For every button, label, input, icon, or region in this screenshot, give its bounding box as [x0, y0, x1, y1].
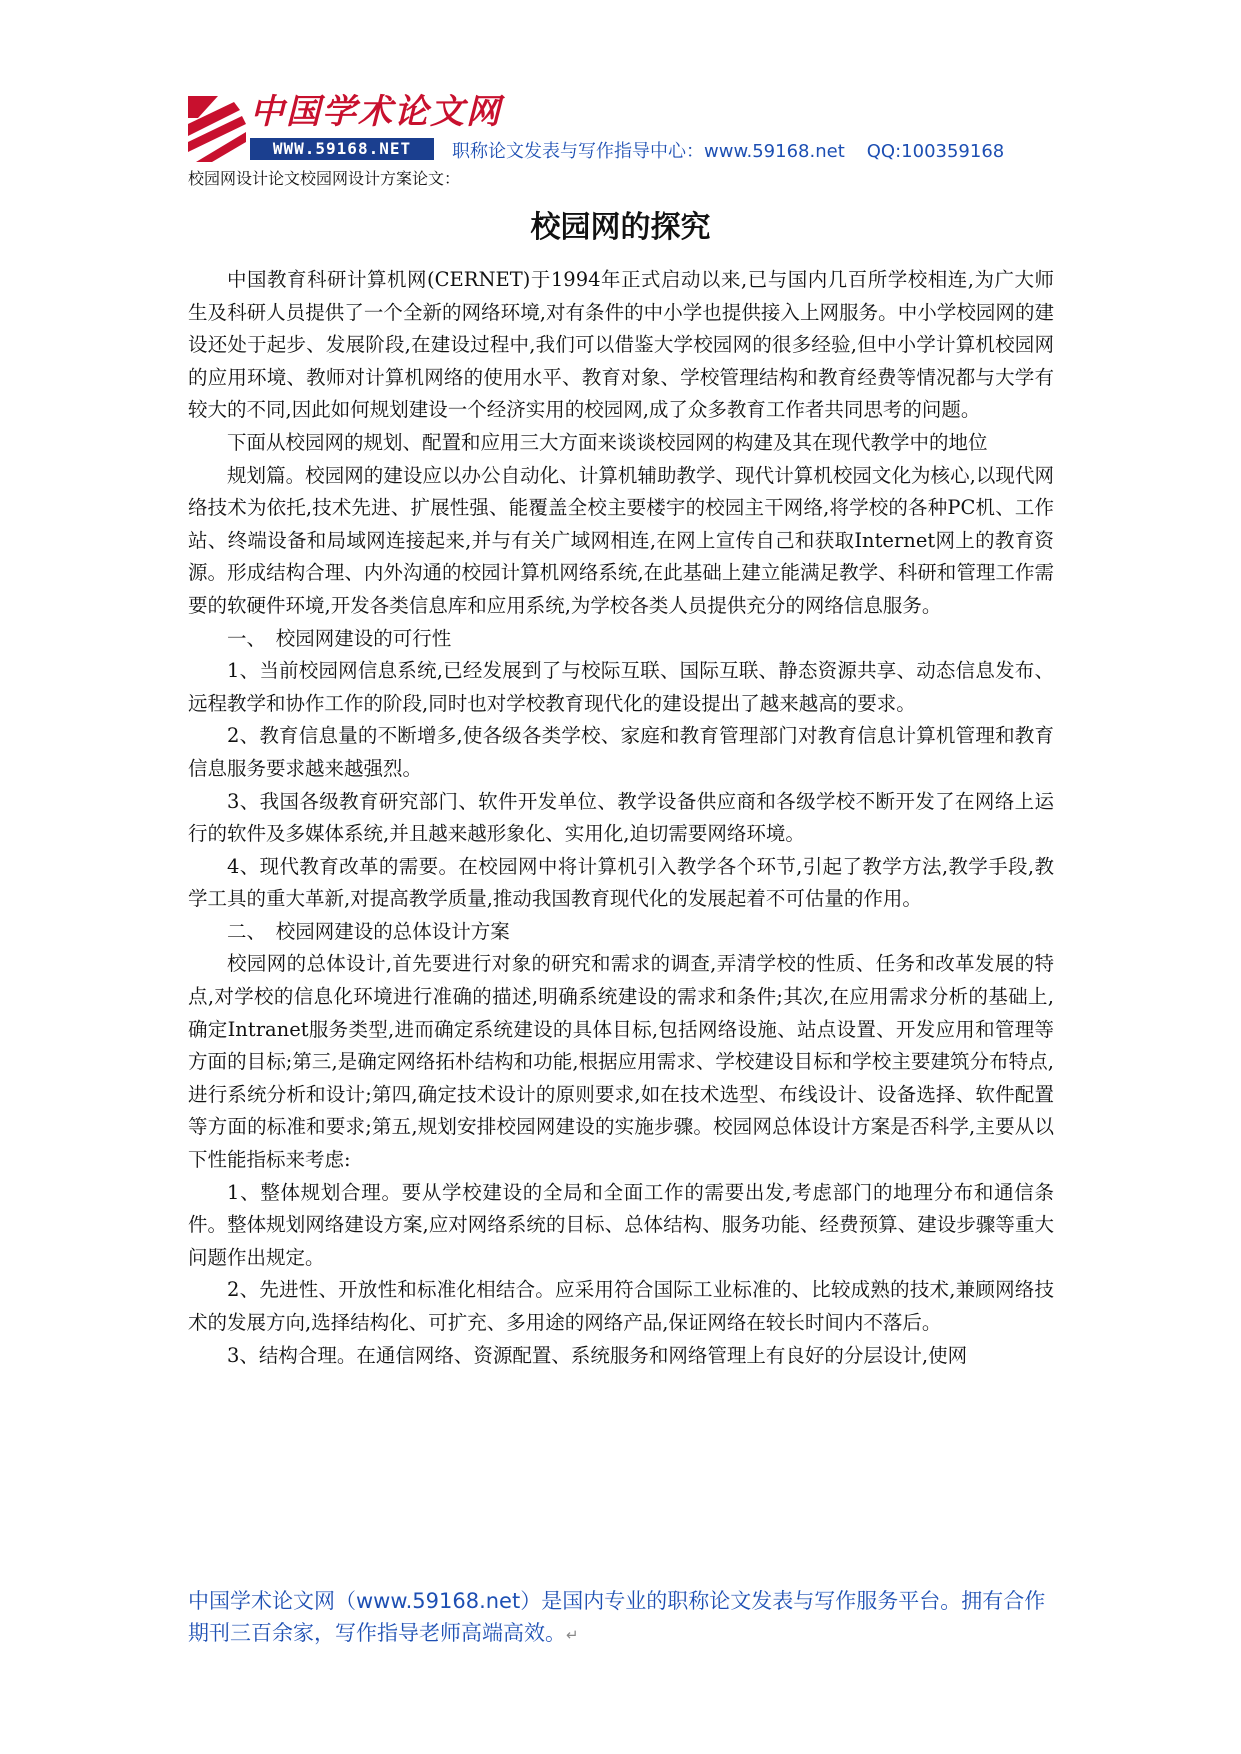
document-body	[188, 264, 1054, 1372]
footer-advertisement	[188, 1585, 1058, 1651]
logo-title: 中国学术论文网	[250, 92, 502, 132]
paragraph: 中国教育科研计算机网(CERNET)于1994年正式启动以来,已与国内几百所学校相连,为广大师生及科研人员提供了一个全新的网络环境,对有条件的中小学也提供接入上网服务。中小学校园网的建设还处于起步、发展阶段,在建设过程中,我们可以借鉴大学校园网的很多经验,但中小学计算机校园网的应用环境、教师对计算机网络的使用水平、教育对象、学校管理结构和教育经费等情况都与大学有较大的不同,因此如何规划建设一个经济实用的校园网,成了众多教育工作者共同思考的问题。	[188, 268, 1054, 422]
header-slogan	[452, 140, 1004, 164]
list-item: 4、现代教育改革的需要。在校园网中将计算机引入教学各个环节,引起了教学方法,教学手段,教学工具的重大革新,对提高教学质量,推动我国教育现代化的发展起着不可估量的作用。	[188, 854, 1054, 911]
paragraph: 校园网的总体设计,首先要进行对象的研究和需求的调查,弄清学校的性质、任务和改革发展的特点,对学校的信息化环境进行准确的描述,明确系统建设的需求和条件;其次,在应用需求分析的基础上,确定Intranet服务类型,进而确定系统建设的具体目标,包括网络设施、站点设置、开发应用和管理等方面的目标;第三,是确定网络拓朴结构和功能,根据应用需求、学校建设目标和学校主要建筑分布特点,进行系统分析和设计;第四,确定技术设计的原则要求,如在技术选型、布线设计、设备选择、软件配置等方面的标准和要求;第五,规划安排校园网建设的实施步骤。校园网总体设计方案是否科学,主要从以下性能指标来考虑:	[188, 952, 1054, 1172]
list-item: 3、结构合理。在通信网络、资源配置、系统服务和网络管理上有良好的分层设计,使网	[227, 1343, 968, 1367]
list-item: 1、整体规划合理。要从学校建设的全局和全面工作的需要出发,考虑部门的地理分布和通信条件。整体规划网络建设方案,应对网络系统的目标、总体结构、服务功能、经费预算、建设步骤等重大问题作出规定。	[188, 1180, 1054, 1269]
footer-ad-text[interactable]: 中国学术论文网（www.59168.net）是国内专业的职称论文发表与写作服务平台。拥有合作期刊三百余家，写作指导老师高端高效。	[188, 1589, 1046, 1645]
list-item: 1、当前校园网信息系统,已经发展到了与校际互联、国际互联、静态资源共享、动态信息发布、远程教学和协作工作的阶段,同时也对学校教育现代化的建设提出了越来越高的要求。	[188, 659, 1054, 715]
page-header	[188, 88, 1088, 168]
paragraph-mark-icon: ↵	[566, 1626, 579, 1644]
section-heading: 一、 校园网建设的可行性	[227, 626, 452, 650]
section-heading: 二、 校园网建设的总体设计方案	[227, 919, 510, 943]
logo-stripes-icon	[188, 88, 246, 162]
qq-contact: QQ:100359168	[866, 141, 1005, 162]
document-title: 校园网的探究	[530, 210, 711, 245]
paragraph: 规划篇。校园网的建设应以办公自动化、计算机辅助教学、现代计算机校园文化为核心,以现代网络技术为依托,技术先进、扩展性强、能覆盖全校主要楼宇的校园主干网络,将学校的各种PC机、工作站、终端设备和局域网连接起来,并与有关广域网相连,在网上宣传自己和获取Internet网上的教育资源。形成结构合理、内外沟通的校园计算机网络系统,在此基础上建立能满足教学、科研和管理工作需要的软硬件环境,开发各类信息库和应用系统,为学校各类人员提供充分的网络信息服务。	[188, 463, 1054, 617]
list-item: 2、先进性、开放性和标准化相结合。应采用符合国际工业标准的、比较成熟的技术,兼顾网络技术的发展方向,选择结构化、可扩充、多用途的网络产品,保证网络在较长时间内不落后。	[188, 1278, 1054, 1334]
list-item: 3、我国各级教育研究部门、软件开发单位、教学设备供应商和各级学校不断开发了在网络上运行的软件及多媒体系统,并且越来越形象化、实用化,迫切需要网络环境。	[188, 789, 1054, 846]
paragraph: 下面从校园网的规划、配置和应用三大方面来谈谈校园网的构建及其在现代教学中的地位	[227, 430, 988, 454]
logo-url: WWW.59168.NET	[250, 138, 434, 160]
list-item: 2、教育信息量的不断增多,使各级各类学校、家庭和教育管理部门对教育信息计算机管理和教育信息服务要求越来越强烈。	[188, 724, 1054, 780]
document-subtitle: 校园网设计论文校园网设计方案论文：	[188, 169, 461, 188]
site-logo[interactable]	[188, 88, 502, 162]
slogan-text[interactable]: 职称论文发表与写作指导中心：www.59168.net	[452, 141, 845, 162]
